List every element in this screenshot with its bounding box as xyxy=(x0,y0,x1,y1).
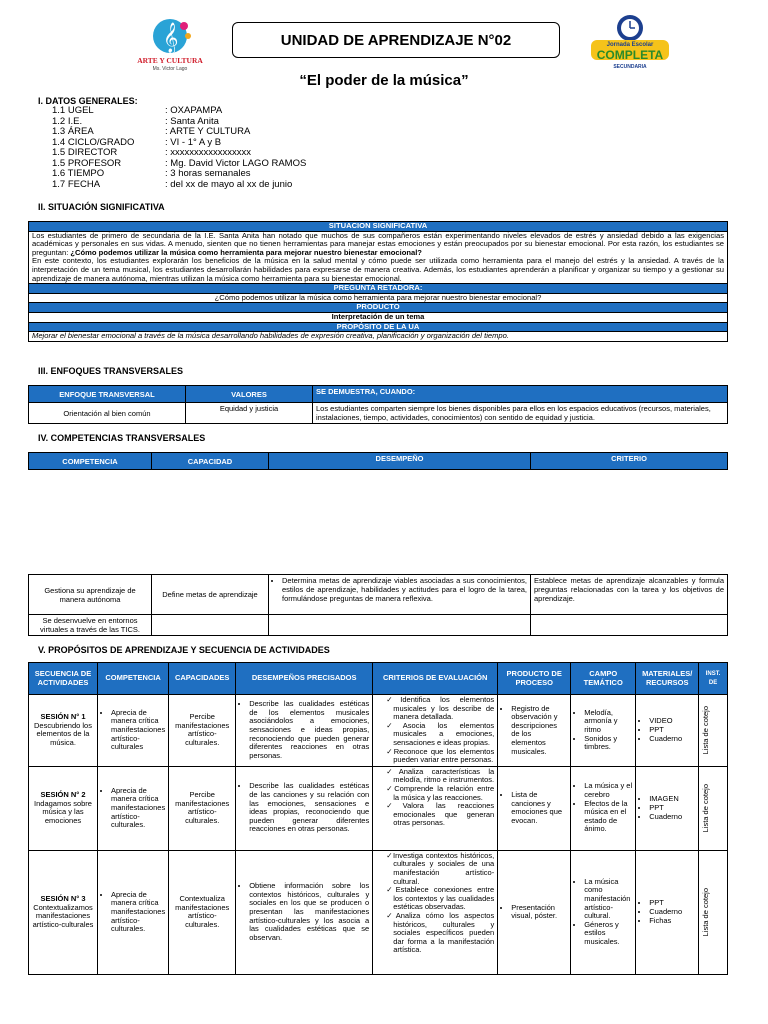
enfoques-table xyxy=(28,385,728,424)
session-number: SESIÓN N° 1 xyxy=(40,712,86,722)
session-number: SESIÓN N° 2 xyxy=(40,790,86,800)
section-datos-generales: I. DATOS GENERALES: xyxy=(38,96,138,106)
datos-key: 1.5 DIRECTOR xyxy=(52,147,118,158)
criterio-item: ✓ Analiza cómo los aspectos históricos, culturales y sociales específicos pueden dar forma a la manifestación artística. xyxy=(386,912,494,955)
enfoque-value: Orientación al bien común xyxy=(29,403,186,424)
comp-row1-desempeno xyxy=(269,575,531,615)
session-competencia xyxy=(98,695,169,767)
material-item: • Cuaderno xyxy=(649,735,695,744)
seq-header-campo: CAMPO TEMÁTICO xyxy=(571,663,636,695)
section-competencias: IV. COMPETENCIAS TRANSVERSALES xyxy=(38,433,206,443)
producto-item: • Registro de observación y descripciones de los elementos musicales. xyxy=(511,705,567,757)
situacion-question: ¿Cómo podemos utilizar la música como herramienta para mejorar nuestro bienestar emocional? xyxy=(70,247,422,257)
session-desempeno xyxy=(236,766,373,850)
unit-subtitle: “El poder de la música” xyxy=(299,72,469,89)
session-campo xyxy=(571,766,636,850)
seq-header-criterios: CRITERIOS DE EVALUACIÓN xyxy=(373,663,498,695)
competencias-header-table xyxy=(28,452,728,470)
datos-value: : Santa Anita xyxy=(165,115,219,127)
logo-right-sub: SECUNDARIA xyxy=(613,64,647,70)
capacidad-text: Contextualiza manifestaciones artístico-culturales. xyxy=(175,894,230,929)
material-item: • Fichas xyxy=(649,917,695,926)
session-criterios xyxy=(373,766,498,850)
session-capacidad xyxy=(169,695,236,767)
material-item: • Cuaderno xyxy=(649,813,695,822)
section-situacion-significativa: II. SITUACIÓN SIGNIFICATIVA xyxy=(38,202,165,212)
seq-header-capacidades: CAPACIDADES xyxy=(169,663,236,695)
seq-header-producto: PRODUCTO DE PROCESO xyxy=(498,663,571,695)
capacidad-text: Percibe manifestaciones artístico-culturales. xyxy=(175,712,230,747)
comp-row2-desempeno xyxy=(269,615,531,636)
svg-text:𝄞: 𝄞 xyxy=(163,23,179,53)
instrumento-text: Lista de cotejo xyxy=(701,888,711,937)
comp-row1-criterio: Establece metas de aprendizaje alcanzables y formula preguntas relacionadas con la tarea y los objetivos de aprendizaje. xyxy=(531,575,728,615)
datos-key: 1.3 ÁREA xyxy=(52,126,94,137)
session-capacidad xyxy=(169,766,236,850)
producto-text: Interpretación de un tema xyxy=(29,312,728,322)
datos-value: : OXAPAMPA xyxy=(165,105,223,116)
session-campo xyxy=(571,850,636,974)
campo-item: • Géneros y estilos musicales. xyxy=(584,921,632,947)
seq-header-secuencia: SECUENCIA DE ACTIVIDADES xyxy=(29,663,98,695)
campo-item: • Sonidos y timbres. xyxy=(584,735,632,752)
pregunta-header: PREGUNTA RETADORA: xyxy=(29,284,728,294)
campo-item: • La música como manifestación artístico-cultural. xyxy=(584,878,632,921)
material-item: • VIDEO xyxy=(649,717,695,726)
comp-row1-desempeno-item: • Determina metas de aprendizaje viables asociadas a sus conocimientos, estilos de aprendizaje, habilidades y actitudes para el logro de la tarea, formulándose preguntas de manera reflexiva. xyxy=(282,576,527,603)
campo-item: • Efectos de la música en el estado de ánimo. xyxy=(584,800,632,834)
producto-item: • Lista de canciones y emociones que evocan. xyxy=(511,791,567,825)
session-materiales xyxy=(636,695,699,767)
criterio-item: ✓ Reconoce que los elementos pueden variar entre personas. xyxy=(386,748,494,765)
datos-generales-list xyxy=(52,106,306,190)
campo-item: • La música y el cerebro xyxy=(584,782,632,799)
logo-jornada-escolar-completa xyxy=(585,8,675,72)
capacidad-header: CAPACIDAD xyxy=(152,453,269,470)
situacion-p2: En este contexto, los estudiantes explorarán los beneficios de la música en la salud mental y cómo puede ser utilizada como herramienta para el manejo del estrés y la ansiedad. A través de la interpretación de un tema musical, los estudiantes desarrollarán habilidades para expresarse de manera creativa. Además, los estudiantes aprenderán a planificar y organizar su tiempo y a gestionar su aprendizaje de manera autónoma, mientras utilizan la música como herramienta para su bienestar emocional. xyxy=(32,256,724,283)
session-row xyxy=(29,695,728,767)
instrumento-text: Lista de cotejo xyxy=(701,784,711,833)
datos-key: 1.1 UGEL xyxy=(52,105,94,116)
session-instrumento xyxy=(699,766,728,850)
session-producto xyxy=(498,850,571,974)
comp-row2-competencia: Se desenvuelve en entornos virtuales a través de las TICS. xyxy=(29,615,152,636)
session-materiales xyxy=(636,850,699,974)
material-item: • Cuaderno xyxy=(649,908,695,917)
datos-key: 1.6 TIEMPO xyxy=(52,168,105,179)
session-materiales xyxy=(636,766,699,850)
demuestra-header: SE DEMUESTRA, CUANDO: xyxy=(313,386,728,403)
comp-row2-criterio xyxy=(531,615,728,636)
competencias-table xyxy=(28,574,728,636)
capacidad-text: Percibe manifestaciones artístico-culturales. xyxy=(175,790,230,825)
datos-value: : xxxxxxxxxxxxxxxxx xyxy=(165,147,252,158)
datos-value: : del xx de mayo al xx de junio xyxy=(165,178,293,190)
session-criterios xyxy=(373,695,498,767)
session-instrumento xyxy=(699,850,728,974)
logo-left-sub: Ms. Victor Lago xyxy=(152,66,188,72)
criterio-item: ✓ Investiga contextos históricos, culturales y sociales de una manifestación artístico-cultural. xyxy=(386,852,494,886)
seq-header-materiales: MATERIALES/ RECURSOS xyxy=(636,663,699,695)
comp-row1-competencia: Gestiona su aprendizaje de manera autónoma xyxy=(29,575,152,615)
producto-item: • Presentación visual, póster. xyxy=(511,904,567,921)
datos-key: 1.7 FECHA xyxy=(52,178,101,190)
logo-right-main: COMPLETA xyxy=(596,48,664,62)
criterio-item: ✓ Establece conexiones entre los contextos y las cualidades estéticas observadas. xyxy=(386,886,494,912)
seq-header-inst: INST. DE xyxy=(699,663,728,695)
valores-value: Equidad y justicia xyxy=(186,403,313,424)
desempeno-item: • Obtiene información sobre los contextos históricos, culturales y sociales en los que se producen o presentan las manifestaciones artístico-culturales y los asocia a las cualidades estéticas que se observan. xyxy=(249,882,369,942)
session-number: SESIÓN N° 3 xyxy=(40,894,86,904)
comp-row2-capacidad xyxy=(152,615,269,636)
proposito-text: Mejorar el bienestar emocional a través de la música desarrollando habilidades de expresión creativa, planificación y organización del tiempo. xyxy=(29,332,728,342)
datos-key: 1.2 I.E. xyxy=(52,115,83,127)
section-enfoques: III. ENFOQUES TRANSVERSALES xyxy=(38,366,184,376)
demuestra-value: Los estudiantes comparten siempre los bienes disponibles para ellos en los espacios educativos (recursos, materiales, instalaciones, tiempo, actividades, conocimientos) con sentido de equidad y justicia. xyxy=(313,403,728,424)
desempeno-item: • Describe las cualidades estéticas de las canciones y su relación con las emociones, sensaciones e ideas propias, reconociendo que pueden generar diferentes reacciones en otras personas. xyxy=(249,782,369,834)
competencia-item: • Aprecia de manera crítica manifestaciones artístico-culturales. xyxy=(111,891,165,934)
session-cell xyxy=(29,850,98,974)
datos-row xyxy=(52,180,306,191)
datos-key: 1.5 PROFESOR xyxy=(52,157,122,169)
criterio-item: ✓ Comprende la relación entre la música y las reacciones. xyxy=(386,785,494,802)
session-instrumento xyxy=(699,695,728,767)
section-propositos: V. PROPÓSITOS DE APRENDIZAJE Y SECUENCIA DE ACTIVIDADES xyxy=(38,645,330,655)
datos-row xyxy=(52,169,306,180)
material-item: • PPT xyxy=(649,804,695,813)
seq-header-desempenos: DESEMPEÑOS PRECISADOS xyxy=(236,663,373,695)
comp-row1-capacidad: Define metas de aprendizaje xyxy=(152,575,269,615)
secuencia-table xyxy=(28,662,728,975)
competencia-header: COMPETENCIA xyxy=(29,453,152,470)
seq-header-competencia: COMPETENCIA xyxy=(98,663,169,695)
session-producto xyxy=(498,766,571,850)
pregunta-text: ¿Cómo podemos utilizar la música como herramienta para mejorar nuestro bienestar emocional? xyxy=(29,293,728,303)
session-campo xyxy=(571,695,636,767)
material-item: • PPT xyxy=(649,726,695,735)
situacion-table xyxy=(28,221,728,342)
instrumento-text: Lista de cotejo xyxy=(701,706,711,755)
criterio-item: ✓ Analiza características la melodía, ritmo e instrumentos. xyxy=(386,768,494,785)
logo-left-text: ARTE Y CULTURA xyxy=(137,56,203,65)
campo-item: • Melodía, armonía y ritmo xyxy=(584,709,632,735)
datos-value: : ARTE Y CULTURA xyxy=(165,126,251,137)
session-cell xyxy=(29,695,98,767)
datos-row xyxy=(52,148,306,159)
session-producto xyxy=(498,695,571,767)
datos-key: 1.4 CICLO/GRADO xyxy=(52,136,135,148)
situacion-text xyxy=(29,231,728,284)
material-item: • PPT xyxy=(649,899,695,908)
datos-value: : Mg. David Victor LAGO RAMOS xyxy=(165,157,307,169)
proposito-header: PROPÓSITO DE LA UA xyxy=(29,322,728,332)
session-row xyxy=(29,766,728,850)
valores-header: VALORES xyxy=(186,386,313,403)
situacion-header: SITUACION SIGNIFICATIVA xyxy=(29,222,728,232)
enfoque-header: ENFOQUE TRANSVERSAL xyxy=(29,386,186,403)
desempeno-item: • Describe las cualidades estéticas de los elementos musicales asociándolos a emociones, sensaciones e ideas propias, reconociendo que pueden generar diferentes reacciones en otras personas. xyxy=(249,700,369,760)
session-competencia xyxy=(98,850,169,974)
desempeno-header: DESEMPEÑO xyxy=(269,453,531,470)
logo-arte-y-cultura xyxy=(130,14,210,74)
criterio-item: ✓ Identifica los elementos musicales y los describe de manera detallada. xyxy=(386,696,494,722)
datos-value: : 3 horas semanales xyxy=(165,168,251,179)
session-description: Indagamos sobre música y las emociones xyxy=(34,798,92,825)
competencia-item: • Aprecia de manera crítica manifestaciones artístico-culturales. xyxy=(111,787,165,830)
session-criterios xyxy=(373,850,498,974)
criterio-item: ✓ Valora las reacciones emocionales que generan otras personas. xyxy=(386,802,494,828)
logo-right-text: Jornada Escolar xyxy=(606,42,654,48)
producto-header: PRODUCTO xyxy=(29,303,728,313)
session-cell xyxy=(29,766,98,850)
criterio-header: CRITERIO xyxy=(531,453,728,470)
session-row xyxy=(29,850,728,974)
unit-title: UNIDAD DE APRENDIZAJE N°02 xyxy=(232,22,560,58)
session-description: Descubriendo los elementos de la música. xyxy=(34,720,92,747)
session-description: Contextualizamos manifestaciones artístico-culturales xyxy=(32,902,94,929)
criterio-item: ✓ Asocia los elementos musicales a emociones, sensaciones e ideas propias. xyxy=(386,722,494,748)
session-competencia xyxy=(98,766,169,850)
datos-value: : VI - 1° A y B xyxy=(165,136,222,148)
situacion-p1: Los estudiantes de primero de secundaria de la I.E. Santa Anita han notado que muchos de sus compañeros están experimentando niveles elevados de estrés y ansiedad debido a las exigencias académicas y personales en sus vidas. A menudo, sienten que no tienen herramientas para manejar estas emociones y están preocupados por su bienestar emocional. Por esta razón, los estudiantes se preguntan: xyxy=(32,230,724,257)
material-item: • IMAGEN xyxy=(649,795,695,804)
datos-row xyxy=(52,127,306,138)
competencia-item: • Aprecia de manera crítica manifestaciones artístico-culturales xyxy=(111,709,165,752)
session-desempeno xyxy=(236,850,373,974)
session-desempeno xyxy=(236,695,373,767)
datos-row xyxy=(52,106,306,117)
session-capacidad xyxy=(169,850,236,974)
